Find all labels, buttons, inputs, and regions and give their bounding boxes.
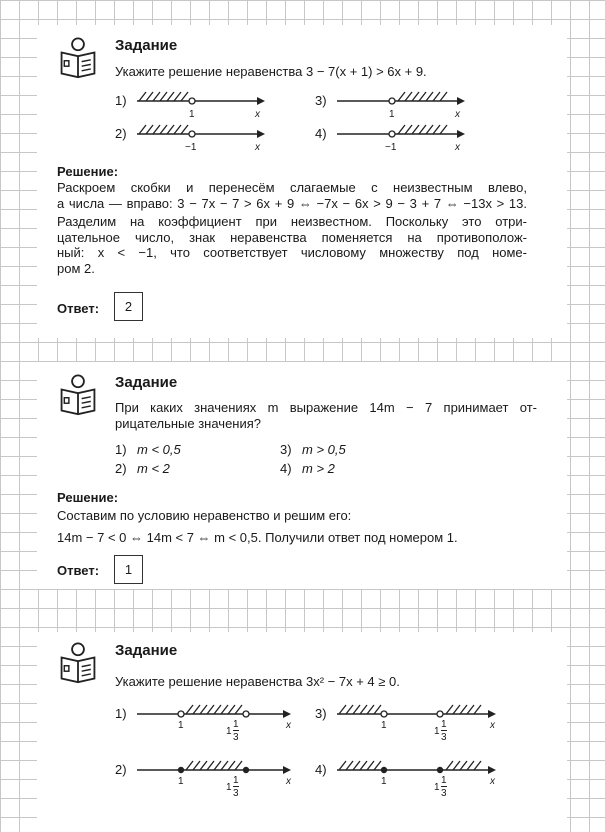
number-line bbox=[133, 758, 293, 780]
open-point bbox=[189, 98, 195, 104]
open-point bbox=[381, 711, 387, 717]
reading-person-icon bbox=[57, 642, 99, 684]
answer-box: 2 bbox=[114, 292, 143, 321]
task-title: Задание bbox=[115, 37, 178, 54]
fraction-whole: 1 bbox=[434, 726, 440, 737]
option-number: 4) bbox=[280, 461, 292, 476]
fraction-denominator: 3 bbox=[233, 788, 239, 799]
fraction-numerator: 1 bbox=[233, 775, 239, 786]
fraction-numerator: 1 bbox=[441, 719, 447, 730]
option-number: 3) bbox=[280, 442, 292, 457]
solution-line: ный: x < −1, что соответствует числовому множеству под номе- bbox=[57, 245, 527, 260]
number-line bbox=[133, 702, 293, 724]
axis-var: x bbox=[490, 720, 495, 731]
option-number: 4) bbox=[315, 762, 327, 777]
question-line: рицательные значения? bbox=[115, 415, 262, 431]
point-label: 1 bbox=[381, 720, 387, 731]
point-label: 1 bbox=[189, 109, 195, 120]
number-line bbox=[333, 702, 498, 724]
option-number: 1) bbox=[115, 442, 127, 457]
filled-point bbox=[381, 767, 387, 773]
number-line bbox=[333, 122, 468, 156]
fraction-whole: 1 bbox=[434, 782, 440, 793]
task-question: Укажите решение неравенства 3x² − 7x + 4 ≥ 0. bbox=[115, 674, 400, 689]
solution-line: Составим по условию неравенство и решим его: bbox=[57, 508, 352, 523]
option-number: 1) bbox=[115, 706, 127, 721]
axis-var: x bbox=[286, 776, 291, 787]
answer-label: Ответ: bbox=[57, 301, 100, 316]
axis-var: x bbox=[455, 142, 460, 153]
answer-box: 1 bbox=[114, 555, 143, 584]
point-label: 1 bbox=[178, 776, 184, 787]
filled-point bbox=[243, 767, 249, 773]
point-label: 1 bbox=[178, 720, 184, 731]
point-label: 1 bbox=[381, 776, 387, 787]
task-card-1 bbox=[37, 25, 567, 338]
axis-var: x bbox=[286, 720, 291, 731]
option-text: m > 2 bbox=[302, 461, 335, 476]
number-line bbox=[133, 89, 268, 123]
reading-person-icon bbox=[57, 37, 99, 79]
option-text: m < 2 bbox=[137, 461, 170, 476]
option-text: m > 0,5 bbox=[302, 442, 346, 457]
solution-line: ром 2. bbox=[57, 260, 95, 276]
open-point bbox=[243, 711, 249, 717]
solution-label: Решение: bbox=[57, 164, 119, 179]
open-point bbox=[189, 131, 195, 137]
filled-point bbox=[178, 767, 184, 773]
open-point bbox=[389, 131, 395, 137]
option-number: 2) bbox=[115, 126, 127, 141]
option-number: 4) bbox=[315, 126, 327, 141]
solution-line: цательное число, знак неравенства поменяется на противополож- bbox=[57, 229, 527, 245]
axis-var: x bbox=[455, 109, 460, 120]
option-number: 1) bbox=[115, 93, 127, 108]
fraction-whole: 1 bbox=[226, 782, 232, 793]
solution-line: Разделим на коэффициент при неизвестном. Поскольку это отри- bbox=[57, 214, 527, 229]
solution-line: 14m − 7 < 0 ⇔ 14m < 7 ⇔ m < 0,5. Получили ответ под номером 1. bbox=[57, 530, 458, 545]
fraction-denominator: 3 bbox=[441, 732, 447, 743]
option-text: m < 0,5 bbox=[137, 442, 181, 457]
point-label: 1 bbox=[389, 109, 395, 120]
number-line bbox=[133, 122, 268, 156]
fraction-numerator: 1 bbox=[441, 775, 447, 786]
task-title: Задание bbox=[115, 642, 178, 659]
task-card-3 bbox=[37, 632, 567, 832]
open-point bbox=[437, 711, 443, 717]
fraction-whole: 1 bbox=[226, 726, 232, 737]
axis-var: x bbox=[255, 109, 260, 120]
option-number: 3) bbox=[315, 93, 327, 108]
open-point bbox=[389, 98, 395, 104]
point-label: −1 bbox=[385, 142, 397, 153]
task-card-2 bbox=[37, 362, 567, 589]
option-number: 2) bbox=[115, 461, 127, 476]
fraction-denominator: 3 bbox=[233, 732, 239, 743]
task-question: Укажите решение неравенства 3 − 7(x + 1) > 6x + 9. bbox=[115, 64, 427, 79]
point-label: −1 bbox=[185, 142, 197, 153]
reading-person-icon bbox=[57, 374, 99, 416]
option-number: 3) bbox=[315, 706, 327, 721]
solution-line: а числа — вправо: 3 − 7x − 7 > 6x + 9 ⇔ −7x − 6x > 9 − 3 + 7 ⇔ −13x > 13. bbox=[57, 195, 527, 211]
option-number: 2) bbox=[115, 762, 127, 777]
fraction-denominator: 3 bbox=[441, 788, 447, 799]
axis-var: x bbox=[490, 776, 495, 787]
task-title: Задание bbox=[115, 374, 178, 391]
number-line bbox=[333, 758, 498, 780]
number-line bbox=[333, 89, 468, 123]
answer-label: Ответ: bbox=[57, 563, 100, 578]
filled-point bbox=[437, 767, 443, 773]
open-point bbox=[178, 711, 184, 717]
task-question bbox=[115, 400, 537, 431]
axis-var: x bbox=[255, 142, 260, 153]
solution-label: Решение: bbox=[57, 490, 119, 505]
fraction-numerator: 1 bbox=[233, 719, 239, 730]
solution-line: Раскроем скобки и перенесём слагаемые с неизвестным влево, bbox=[57, 180, 527, 195]
question-line: При каких значениях m выражение 14m − 7 принимает от- bbox=[115, 400, 537, 415]
solution-text bbox=[57, 180, 527, 276]
